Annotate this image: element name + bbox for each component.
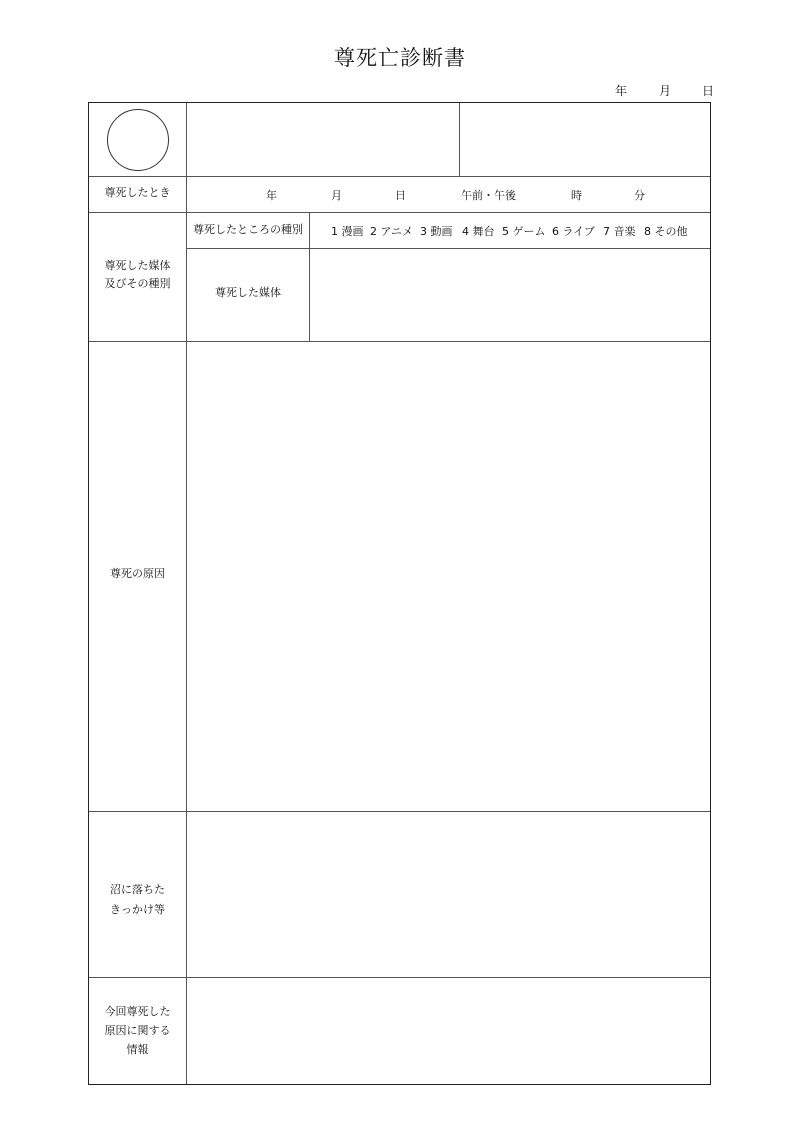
name-field[interactable] [187,103,459,176]
row-divider-2 [89,212,710,213]
option-other[interactable]: 8 その他 [644,225,688,238]
info-label-line2: 原因に関する [104,1024,171,1037]
issue-year-label: 年 [615,84,628,98]
option-live[interactable]: 6 ライブ [552,225,595,238]
option-game[interactable]: 5 ゲーム [502,225,546,238]
option-anime[interactable]: 2 アニメ [370,225,413,238]
document-title: 尊死亡診断書 [334,46,466,70]
info-field[interactable] [460,103,710,176]
media-type-label: 尊死したところの種別 [193,223,303,236]
time-day: 日 [395,189,406,202]
time-hour: 時 [571,189,582,202]
option-video[interactable]: 3 動画 [420,225,453,238]
cause-field[interactable] [187,342,710,811]
photo-circle[interactable] [107,109,169,171]
time-field[interactable] [187,177,710,212]
media-name-label: 尊死した媒体 [215,286,281,299]
option-manga[interactable]: 1 漫画 [331,225,364,238]
option-music[interactable]: 7 音楽 [603,225,636,238]
certificate-form [88,102,711,1085]
media-name-field[interactable] [310,249,710,341]
info-label-line1: 今回尊死した [104,1005,171,1018]
issue-day-label: 日 [702,84,715,98]
time-minute: 分 [634,189,645,202]
info-field[interactable] [187,978,710,1084]
time-label: 尊死したとき [104,186,171,199]
trigger-label-line2: きっかけ等 [110,903,165,916]
trigger-field[interactable] [187,812,710,977]
info-label-line3: 情報 [126,1043,149,1056]
time-year: 年 [266,189,277,202]
option-stage[interactable]: 4 舞台 [462,225,495,238]
media-label-line1: 尊死した媒体 [104,259,171,272]
time-ampm: 午前・午後 [461,189,516,202]
cause-label: 尊死の原因 [110,567,165,580]
time-month: 月 [331,189,342,202]
media-label-line2: 及びその種別 [104,277,171,290]
issue-month-label: 月 [659,84,672,98]
trigger-label-line1: 沼に落ちた [110,883,165,896]
